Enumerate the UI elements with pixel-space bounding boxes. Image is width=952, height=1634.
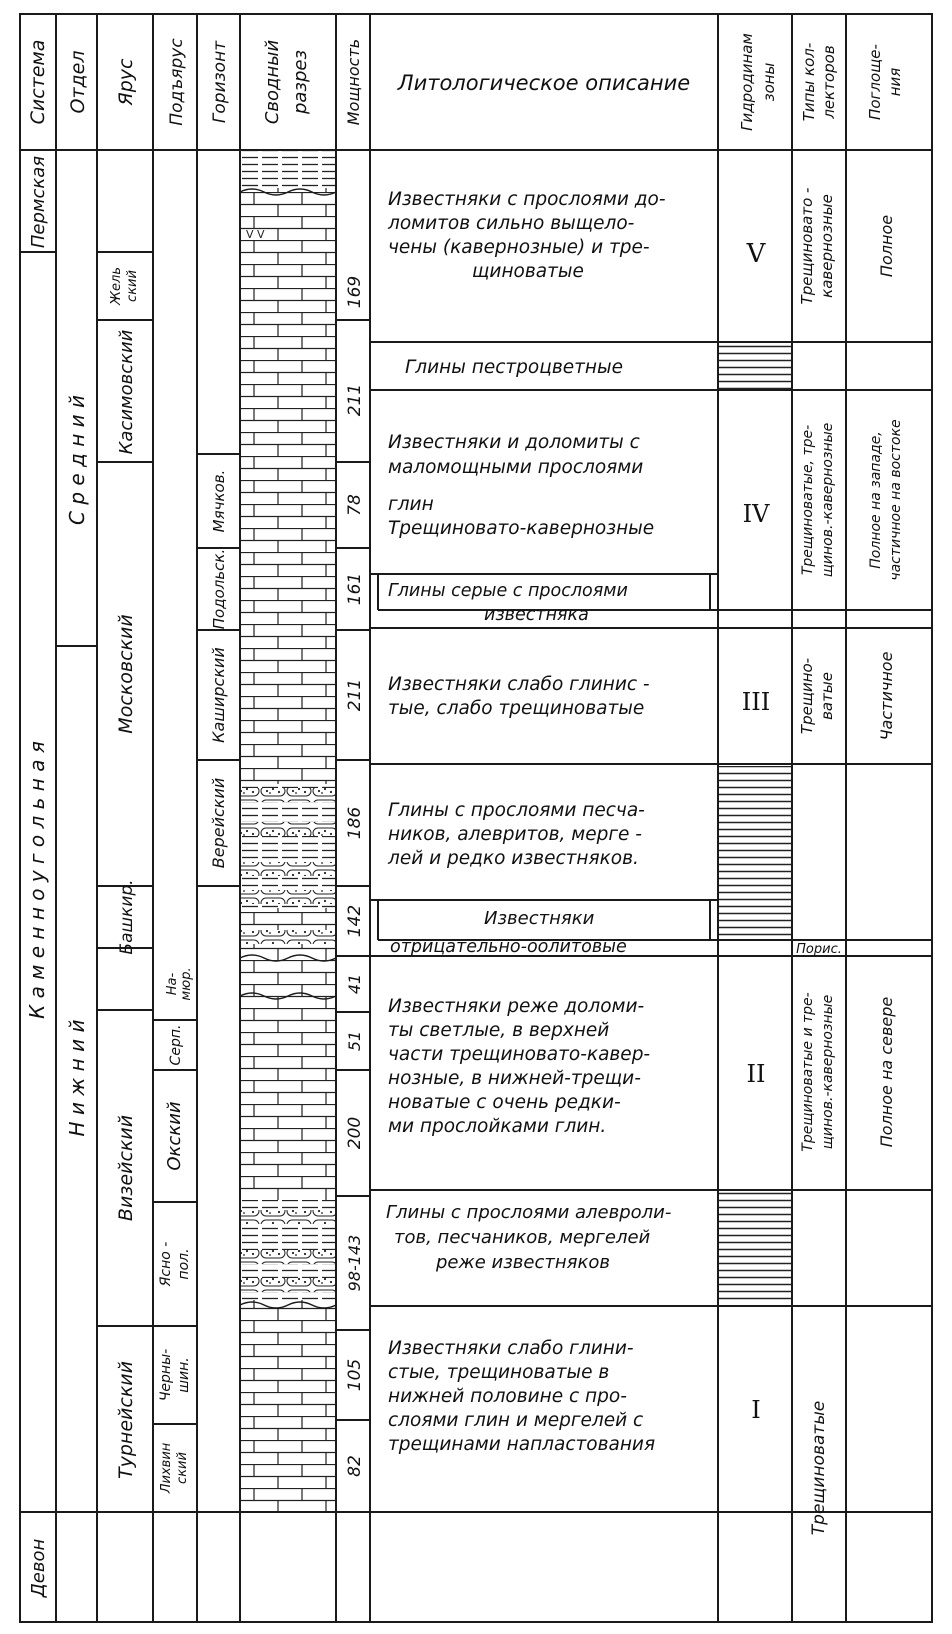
hydro-zone: II xyxy=(746,1060,766,1088)
description-line: чены (кавернозные) и тре- xyxy=(388,237,650,258)
collector-type: щинов.-кавернозные xyxy=(820,994,836,1150)
stage-moscow: Московский xyxy=(115,614,137,734)
thickness-value: 186 xyxy=(345,806,365,840)
header-horizon: Горизонт xyxy=(210,40,230,124)
header-description: Литологическое описание xyxy=(397,71,691,95)
absorption-type: Полное на севере xyxy=(877,996,896,1148)
stage-namur-line2: мюр. xyxy=(179,967,194,1001)
collector-type: Трещиноватые, тре- xyxy=(800,424,816,576)
collector-type: Трещиновато - xyxy=(798,187,816,305)
description-line: части трещиновато-кавер- xyxy=(388,1044,651,1065)
thickness-value: 200 xyxy=(345,1116,365,1150)
stage-gzhel-line2: ский xyxy=(125,270,140,302)
description-line: ломитов сильно выщело- xyxy=(388,213,635,234)
substage-yasno-line2: пол. xyxy=(176,1248,192,1280)
description-line: нижней половине с про- xyxy=(388,1386,627,1407)
description-line: Глины пестроцветные xyxy=(405,357,623,378)
substage-serp: Серп. xyxy=(168,1024,184,1066)
description-line: маломощными прослоями xyxy=(388,457,644,478)
thickness-value: 161 xyxy=(345,572,365,606)
description-line: Известняки слабо глинис - xyxy=(388,674,650,695)
collector-type: кавернозные xyxy=(818,194,836,298)
hydro-zone: I xyxy=(751,1396,761,1424)
header-collectors-line2: лекторов xyxy=(820,45,838,119)
substage-cherny-line2: шин. xyxy=(176,1357,192,1393)
substage-likhvin-line2: ский xyxy=(175,1452,190,1484)
description-line: Известняки и доломиты с xyxy=(388,432,640,453)
horizon-vereya: Верейский xyxy=(209,777,228,869)
description-line: нозные, в нижней-трещи- xyxy=(388,1068,641,1089)
thickness-value: 41 xyxy=(345,973,364,995)
header-hydro-line2: зоны xyxy=(760,62,778,102)
description-line: известняка xyxy=(484,605,589,625)
header-department: Отдел xyxy=(67,50,89,114)
description-line: щиноватые xyxy=(472,261,584,282)
header-thickness: Мощность xyxy=(344,38,363,126)
description-line: Глины серые с прослоями xyxy=(388,581,628,601)
thickness-value: 169 xyxy=(345,275,365,309)
header-section-line2: разрез xyxy=(290,49,311,115)
system-permian: Пермская xyxy=(28,155,49,249)
collector-type: Трещиноватые и тре- xyxy=(800,992,816,1152)
description-line: Известняки xyxy=(484,908,595,929)
stage-kasimov: Касимовский xyxy=(116,329,137,455)
stage-gzhel-line1: Жель xyxy=(109,267,124,305)
header-collectors-line1: Типы кол- xyxy=(800,42,818,122)
description-line: ников, алевритов, мерге - xyxy=(388,824,642,845)
header-substage: Подъярус xyxy=(167,38,187,126)
substage-likhvin-line1: Лихвин xyxy=(159,1442,174,1494)
description-line: Трещиновато-кавернозные xyxy=(388,518,655,539)
description-line: реже известняков xyxy=(436,1252,610,1273)
description-line: Глины с прослоями алевроли- xyxy=(386,1202,672,1223)
hydro-zone: V xyxy=(746,239,766,269)
description-line: Известняки с прослоями до- xyxy=(388,189,666,210)
absorption-type: Частичное xyxy=(877,651,896,741)
header-absorption-line1: Поглоще- xyxy=(866,44,884,120)
department-middle: С р е д н и й xyxy=(65,394,89,526)
header-hydro-line1: Гидродинам xyxy=(738,33,756,131)
header-stage: Ярус xyxy=(115,58,137,106)
svg-text:V V: V V xyxy=(246,228,265,241)
description-line: Известняки слабо глини- xyxy=(388,1338,634,1359)
description-line: трещинами напластования xyxy=(388,1434,656,1455)
substage-cherny-line1: Черны- xyxy=(158,1348,174,1402)
header-system: Система xyxy=(27,39,49,125)
thickness-value: 51 xyxy=(345,1030,364,1052)
header-section-line1: Сводный xyxy=(262,39,283,125)
collector-type: ватые xyxy=(818,672,836,720)
hydro-hatch-bands xyxy=(718,344,792,1304)
thickness-value: 98-143 xyxy=(345,1234,364,1292)
substage-oka: Окский xyxy=(164,1101,185,1171)
horizon-podolsk: Подольск. xyxy=(210,548,228,630)
description-line: Глины с прослоями песча- xyxy=(388,800,645,821)
description-line: глин xyxy=(388,494,434,515)
description-line: ты светлые, в верхней xyxy=(388,1020,610,1041)
collector-type: Трещиноватые xyxy=(809,1400,829,1536)
system-devonian: Девон xyxy=(28,1538,49,1598)
description-line: слоями глин и мергелей с xyxy=(388,1410,644,1431)
description-line: отрицательно-оолитовые xyxy=(390,937,627,957)
thickness-value: 105 xyxy=(345,1358,365,1392)
thickness-value: 142 xyxy=(345,904,365,938)
collector-type: щинов.-кавернозные xyxy=(820,422,836,578)
absorption-type: Полное на западе, xyxy=(868,431,884,569)
system-carboniferous: К а м е н н о у г о л ь н а я xyxy=(25,741,49,1019)
description-line: тов, песчаников, мергелей xyxy=(394,1227,651,1248)
collector-type: Порис. xyxy=(796,942,842,957)
stage-namur-line1: На- xyxy=(165,972,180,996)
description-line: Известняки реже доломи- xyxy=(388,996,645,1017)
thickness-value: 82 xyxy=(345,1455,365,1477)
stage-tournai: Турнейский xyxy=(115,1361,137,1479)
substage-yasno-line1: Ясно - xyxy=(158,1241,174,1287)
description-line: стые, трещиноватые в xyxy=(388,1362,610,1383)
description-line: ми прослойками глин. xyxy=(388,1116,607,1137)
header-absorption-line2: ния xyxy=(886,67,904,97)
thickness-value: 211 xyxy=(345,383,365,417)
horizon-myachk: Мячков. xyxy=(210,469,228,533)
stage-bashkir: Башкир. xyxy=(117,879,137,955)
stage-visean: Визейский xyxy=(115,1114,137,1222)
description-line: новатые с очень редки- xyxy=(388,1092,621,1113)
department-lower: Н и ж н и й xyxy=(65,1019,89,1137)
collector-type: Трещино- xyxy=(798,657,816,735)
horizon-kashira: Каширский xyxy=(209,647,228,743)
absorption-type: Полное xyxy=(877,214,896,278)
description-line: лей и редко известняков. xyxy=(388,848,639,869)
lithology-column xyxy=(240,150,336,1622)
thickness-value: 211 xyxy=(345,678,365,712)
hydro-zone: IV xyxy=(742,500,770,528)
thickness-value: 78 xyxy=(345,494,365,516)
description-line: тые, слабо трещиноватые xyxy=(388,698,645,719)
absorption-type: частичное на востоке xyxy=(888,419,904,581)
hydro-zone: III xyxy=(741,688,771,716)
